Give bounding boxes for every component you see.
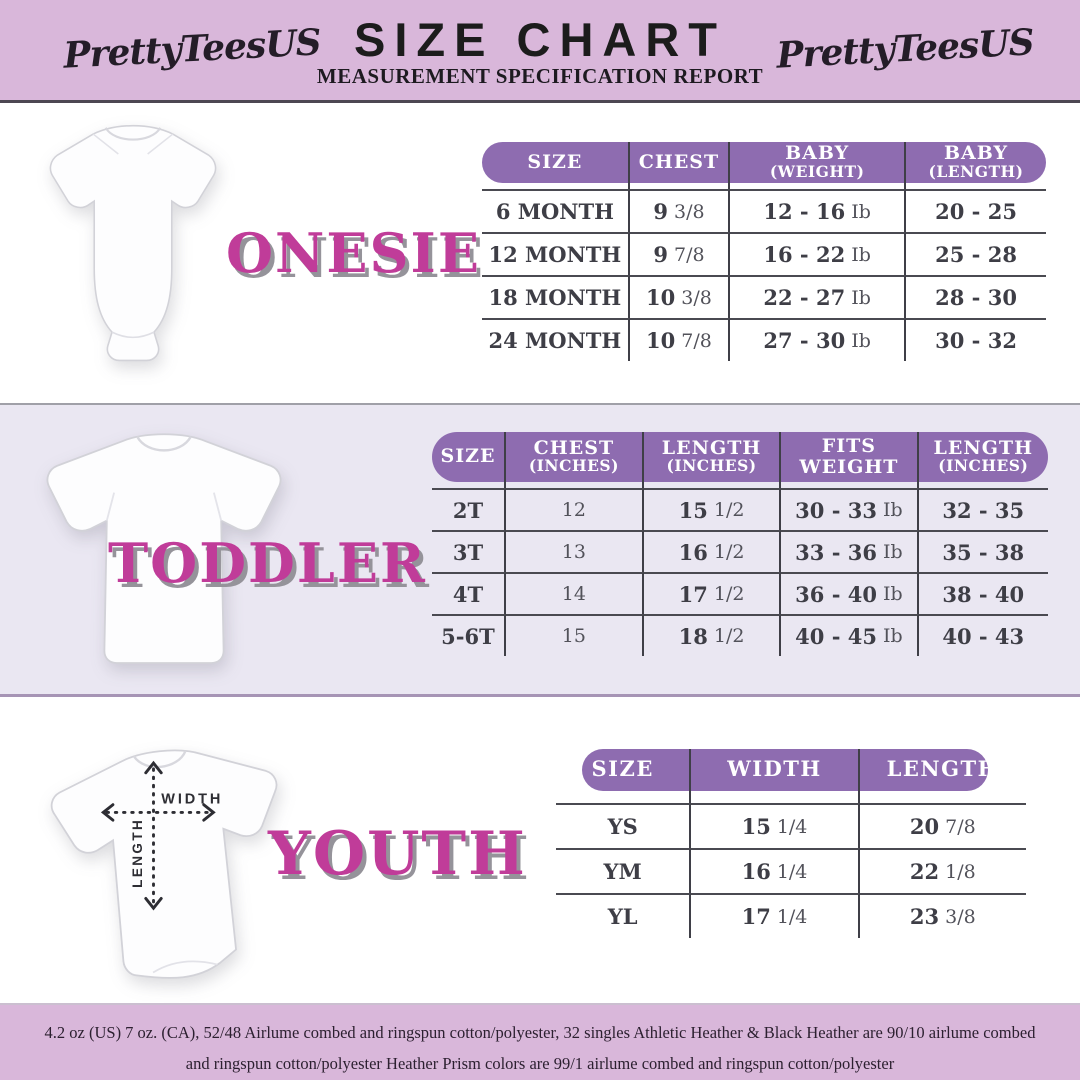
table-cell: 9 3/8	[630, 189, 730, 232]
youth-section	[0, 697, 1080, 1003]
column-header: LENGTH	[886, 756, 999, 782]
brand-script-left: PrettyTeesUS	[62, 21, 322, 77]
toddler-section	[0, 403, 1080, 697]
column-header: SIZE	[432, 432, 506, 488]
table-cell: 15 1/2	[644, 488, 781, 530]
table-cell: 23 3/8	[860, 893, 1026, 938]
footer-text: 4.2 oz (US) 7 oz. (CA), 52/48 Airlume combed and ringspun cotton/polyester, 32 singles Athletic Heather & Black Heather are 90/10 airlume combed and ringspun cotton/polyester Heather Prism colors are 99/1 airlume combed and ringspun cotton/polyester	[44, 1023, 1036, 1073]
column-header: LENGTH (INCHES)	[933, 436, 1034, 476]
column-header: CHEST	[630, 142, 730, 189]
table-cell: 28 - 30	[906, 275, 1046, 318]
youth-heading: YOUTH	[268, 819, 527, 889]
toddler-heading: TODDLER	[108, 531, 427, 595]
column-header: CHEST (INCHES)	[506, 432, 644, 488]
table-cell: 35 - 38	[919, 530, 1048, 572]
table-cell: 36 - 40 Ib	[781, 572, 918, 614]
table-cell: 30 - 32	[906, 318, 1046, 361]
column-header: WIDTH	[691, 749, 859, 803]
table-cell: 20 7/8	[860, 803, 1026, 848]
table-cell: YS	[556, 803, 691, 848]
table-cell: 17 1/4	[691, 893, 859, 938]
table-cell: 17 1/2	[644, 572, 781, 614]
column-header: LENGTH (INCHES)	[644, 432, 781, 488]
table-cell: 5-6T	[432, 614, 506, 656]
length-label: LENGTH	[129, 817, 145, 888]
table-cell: 15	[506, 614, 644, 656]
onesie-section	[0, 103, 1080, 403]
table-cell: 18 1/2	[644, 614, 781, 656]
table-cell: 18 MONTH	[482, 275, 630, 318]
header-band	[0, 0, 1080, 103]
poster-title: SIZE CHART	[354, 13, 726, 66]
table-cell: 12 - 16 Ib	[730, 189, 906, 232]
table-cell: 22 1/8	[860, 848, 1026, 893]
onesie-image	[28, 111, 238, 373]
table-cell: 30 - 33 Ib	[781, 488, 918, 530]
poster-subtitle: MEASUREMENT SPECIFICATION REPORT	[316, 64, 764, 88]
table-cell: 20 - 25	[906, 189, 1046, 232]
table-cell: YL	[556, 893, 691, 938]
table-cell: 10 3/8	[630, 275, 730, 318]
table-cell: 2T	[432, 488, 506, 530]
table-cell: YM	[556, 848, 691, 893]
table-cell: 40 - 45 Ib	[781, 614, 918, 656]
column-header: FITS WEIGHT	[781, 432, 918, 488]
table-cell: 24 MONTH	[482, 318, 630, 361]
table-cell: 25 - 28	[906, 232, 1046, 275]
table-cell: 3T	[432, 530, 506, 572]
table-cell: 22 - 27 Ib	[730, 275, 906, 318]
table-cell: 13	[506, 530, 644, 572]
table-cell: 9 7/8	[630, 232, 730, 275]
column-header: SIZE	[482, 142, 630, 189]
table-cell: 16 - 22 Ib	[730, 232, 906, 275]
table-cell: 4T	[432, 572, 506, 614]
table-cell: 15 1/4	[691, 803, 859, 848]
column-header: SIZE	[556, 749, 691, 803]
table-cell: 33 - 36 Ib	[781, 530, 918, 572]
onesie-heading: ONESIE	[226, 221, 481, 285]
table-cell: 38 - 40	[919, 572, 1048, 614]
column-header: BABY (LENGTH)	[928, 142, 1024, 181]
table-cell: 16 1/2	[644, 530, 781, 572]
table-cell: 6 MONTH	[482, 189, 630, 232]
table-cell: 14	[506, 572, 644, 614]
youth-shirt-body-group	[47, 739, 295, 989]
table-cell: 27 - 30 Ib	[730, 318, 906, 361]
table-cell: 10 7/8	[630, 318, 730, 361]
table-cell: 32 - 35	[919, 488, 1048, 530]
table-cell: 12	[506, 488, 644, 530]
onesie-body	[50, 126, 215, 361]
youth-table	[556, 749, 1026, 938]
table-cell: 16 1/4	[691, 848, 859, 893]
brand-script-right: PrettyTeesUS	[775, 21, 1035, 77]
column-header: BABY (WEIGHT)	[730, 142, 906, 189]
table-cell: 40 - 43	[919, 614, 1048, 656]
width-label: WIDTH	[161, 791, 224, 808]
footer-band	[0, 1003, 1080, 1080]
onesie-table	[482, 142, 1046, 361]
toddler-table	[432, 432, 1048, 656]
table-cell: 12 MONTH	[482, 232, 630, 275]
